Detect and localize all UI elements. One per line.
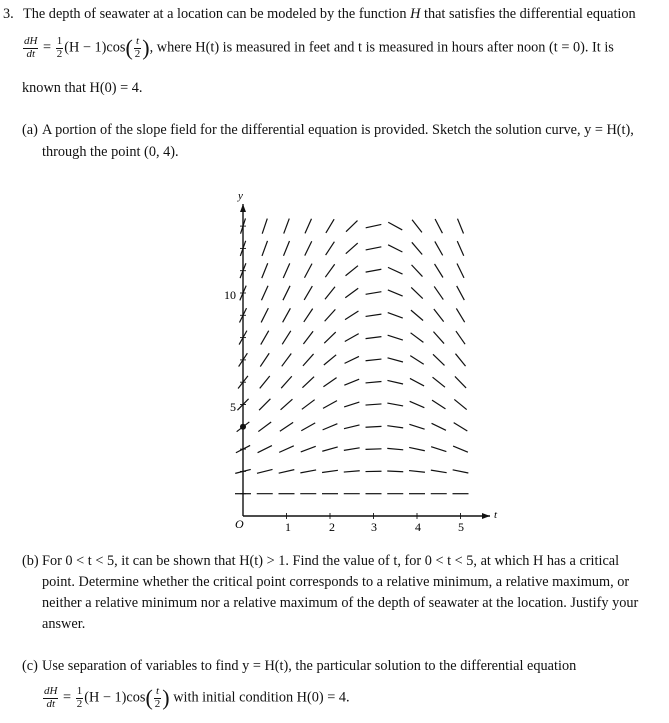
part-b-label: (b) — [22, 553, 39, 569]
slope-segment — [346, 221, 357, 232]
slope-segment — [305, 219, 311, 234]
slope-segment — [454, 399, 466, 409]
c-t-over-2: $\frac{t}{2}$ — [154, 684, 161, 710]
slope-segment — [412, 220, 422, 233]
slope-segment — [325, 309, 336, 321]
part-c-label: (c) — [22, 658, 38, 674]
t-axis-arrow — [482, 513, 490, 519]
problem-number: 3. — [3, 6, 14, 22]
slope-segment — [281, 399, 293, 410]
slope-segment — [345, 288, 358, 297]
derivative-fraction: $\frac{dH}{dt}$ — [24, 34, 38, 60]
slope-segment — [262, 241, 267, 256]
slope-segments — [235, 218, 469, 493]
y-axis-arrow — [240, 204, 246, 212]
y-tick-10: 10 — [224, 288, 236, 302]
part-a-line-1: A portion of the slope field for the differential equation is provided. Sketch the solution curve, y = H(t), — [42, 122, 634, 138]
slope-segment — [453, 446, 468, 452]
slope-segment — [432, 423, 446, 430]
var-H: H — [410, 6, 421, 22]
slope-segment — [345, 311, 358, 320]
slope-segment — [301, 446, 316, 452]
slope-segment — [303, 354, 314, 366]
slope-segment — [302, 377, 314, 388]
slope-segment — [411, 333, 424, 343]
c-eq-body: (H − 1)cos — [84, 689, 146, 706]
slope-segment — [346, 243, 358, 254]
slope-segment — [260, 353, 269, 366]
slope-segment — [257, 469, 273, 473]
intro-line-2-rest: where H(t) is measured in feet and t is measured in hours after noon (t = 0). It is — [156, 39, 614, 56]
slope-segment — [453, 470, 469, 473]
slope-segment — [387, 471, 403, 472]
slope-segment — [262, 219, 267, 234]
x-tick-1: 1 — [285, 520, 291, 534]
slope-segment — [388, 290, 403, 296]
slope-segment — [431, 470, 447, 473]
slope-segment — [258, 446, 272, 453]
part-b-line-4: answer. — [42, 616, 86, 632]
c-derivative-fraction: $\frac{dH}{dt}$ — [44, 684, 58, 710]
slope-segment — [283, 308, 291, 322]
x-tick-5: 5 — [458, 520, 464, 534]
part-c-line-2-rest: with initial condition H(0) = 4. — [173, 689, 350, 706]
slope-segment — [260, 376, 270, 388]
slope-segment — [300, 470, 316, 473]
slope-segment — [411, 310, 423, 320]
t-axis-label: t — [494, 509, 498, 521]
x-tick-3: 3 — [371, 520, 377, 534]
slope-segment — [366, 426, 382, 427]
slope-segment — [433, 377, 445, 387]
slope-segment — [325, 264, 334, 277]
slope-segment — [455, 354, 465, 366]
slope-segment — [345, 356, 359, 363]
slope-segment — [261, 308, 268, 322]
slope-segment — [433, 332, 444, 344]
slope-segment — [366, 247, 382, 250]
slope-segment — [410, 356, 423, 365]
origin-label: O — [235, 517, 244, 531]
slope-segment — [283, 263, 289, 278]
slope-segment — [457, 241, 463, 256]
part-b-line-3: neither a relative minimum nor a relative maximum of the depth of seawater at the location. Justify your — [42, 595, 639, 611]
slope-segment — [303, 331, 313, 344]
slope-segment — [366, 404, 382, 405]
differential-equation: $\frac{dH}{dt}$ = $\frac{1}{2}$ (H − 1)cos( $\frac{t}{2}$ ), where H(t) is measured in feet and t is measured in hours after noon (t = 0). It is — [24, 34, 614, 60]
x-tick-4: 4 — [415, 520, 421, 534]
eq-equals: = — [43, 39, 52, 56]
slope-segment — [346, 266, 358, 276]
slope-segment — [262, 263, 268, 278]
slope-segment — [279, 446, 294, 453]
slope-segment — [323, 378, 336, 387]
slope-segment — [455, 376, 466, 387]
t-over-2: $\frac{t}{2}$ — [134, 34, 141, 60]
slope-segment — [435, 241, 443, 255]
slope-segment — [282, 331, 291, 345]
slope-segment — [281, 376, 292, 388]
slope-segment — [388, 267, 403, 274]
slope-segment — [282, 353, 292, 366]
slope-segment — [323, 401, 337, 409]
slope-segment — [279, 470, 295, 474]
slope-segment — [326, 242, 335, 255]
slope-segment — [305, 241, 312, 255]
intro-line-3: known that H(0) = 4. — [22, 80, 143, 96]
slope-segment — [284, 219, 290, 234]
slope-segment — [434, 286, 443, 299]
slope-segment — [302, 400, 315, 410]
slope-segment — [344, 402, 359, 407]
slope-segment — [326, 219, 334, 233]
slope-segment — [454, 423, 468, 431]
slope-segment — [323, 424, 338, 430]
slope-segment — [387, 426, 403, 428]
slope-segment — [366, 359, 382, 361]
slope-segment — [435, 264, 443, 278]
slope-segment — [388, 335, 403, 340]
slope-segment — [435, 219, 442, 233]
slope-segment — [409, 447, 425, 450]
slope-segment — [433, 354, 445, 365]
slope-segment — [366, 449, 382, 450]
slope-segment — [388, 358, 403, 362]
slope-segment — [258, 422, 271, 432]
slope-segment — [344, 425, 360, 429]
slope-segment — [366, 269, 382, 272]
slope-segment — [431, 447, 446, 452]
y-tick-5: 5 — [230, 400, 236, 414]
slope-segment — [324, 355, 336, 365]
c-eq-equals: = — [63, 689, 72, 706]
slope-segment — [457, 286, 465, 300]
slope-segment — [304, 264, 312, 278]
slope-segment — [410, 401, 425, 407]
slope-segment — [388, 222, 402, 230]
slope-segment — [344, 379, 359, 385]
slope-segment — [366, 224, 382, 227]
slope-segment — [366, 337, 382, 339]
slope-segment — [284, 241, 290, 256]
slope-segment — [411, 287, 423, 298]
slope-segment — [261, 331, 269, 345]
slope-segment — [344, 448, 360, 451]
slope-segment — [301, 423, 315, 431]
slope-segment — [387, 403, 403, 406]
part-a-label: (a) — [22, 122, 38, 138]
slope-segment — [456, 308, 464, 322]
slope-segment — [409, 471, 425, 473]
part-c-line-1: Use separation of variables to find y = H(t), the particular solution to the differential equation — [42, 658, 577, 674]
part-b-line-1: For 0 < t < 5, it can be shown that H(t) > 1. Find the value of t, for 0 < t < 5, at which H has a critical — [42, 553, 620, 569]
x-tick-2: 2 — [329, 520, 335, 534]
slope-segment — [304, 309, 313, 322]
slope-segment — [366, 314, 382, 316]
slope-segment — [456, 331, 465, 344]
slope-segment — [387, 380, 403, 384]
initial-point — [240, 424, 246, 430]
slope-segment — [366, 381, 382, 382]
slope-segment — [322, 447, 337, 451]
slope-segment — [409, 424, 424, 429]
slope-segment — [410, 378, 424, 386]
eq-body: (H − 1)cos — [64, 39, 126, 56]
axes — [240, 204, 490, 519]
slope-segment — [366, 292, 382, 295]
slope-segment — [412, 265, 423, 277]
slope-segment — [387, 448, 403, 449]
slope-segment — [388, 245, 402, 252]
y-axis-label: y — [238, 190, 243, 202]
slope-segment — [432, 400, 445, 409]
intro-line-1-text: The depth of seawater at a location can be modeled by the function — [23, 6, 407, 22]
slope-segment — [304, 286, 312, 300]
slope-segment — [283, 286, 290, 300]
slope-segment — [457, 219, 463, 234]
slope-segment — [388, 313, 403, 318]
slope-segment — [261, 286, 268, 301]
slope-segment — [457, 264, 464, 278]
half-fraction: $\frac{1}{2}$ — [56, 34, 63, 60]
part-a-line-2: through the point (0, 4). — [42, 144, 179, 160]
slope-segment — [322, 470, 338, 472]
part-c-equation: $\frac{dH}{dt}$ = $\frac{1}{2}$ (H − 1)cos( $\frac{t}{2}$ ) with initial condition H(0) = 4. — [44, 684, 350, 710]
part-b-line-2: point. Determine whether the critical point corresponds to a relative minimum, a relative maximum, or — [42, 574, 630, 590]
slope-segment — [259, 399, 270, 410]
slope-segment — [345, 334, 359, 342]
slope-segment — [344, 471, 360, 472]
slope-segment — [434, 309, 444, 322]
slope-segment — [412, 242, 422, 254]
c-half-fraction: $\frac{1}{2}$ — [76, 684, 83, 710]
intro-line-1-end: that satisfies the differential equation — [423, 6, 636, 22]
slope-segment — [325, 287, 335, 299]
slope-segment — [324, 332, 335, 343]
slope-segment — [280, 422, 293, 431]
